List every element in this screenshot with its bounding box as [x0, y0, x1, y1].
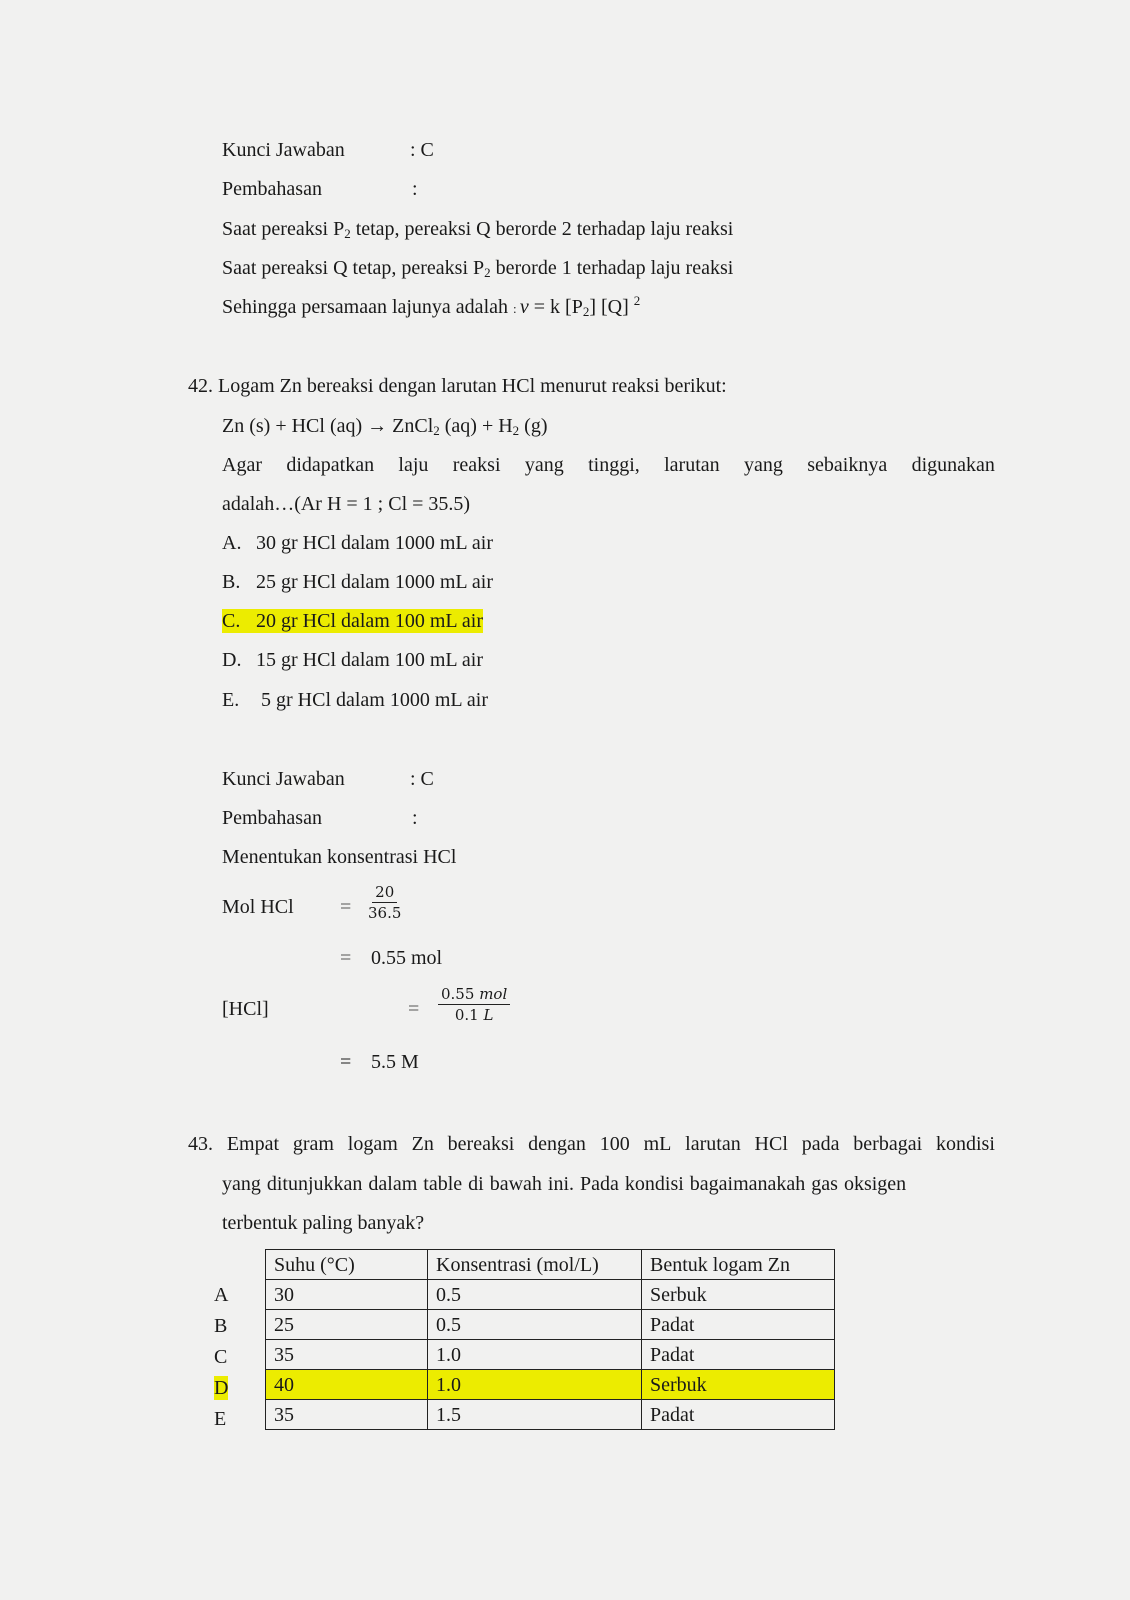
answer-key-label: Kunci Jawaban — [222, 139, 345, 161]
equals-sign: = — [340, 947, 352, 969]
table-row: 30 0.5 Serbuk — [266, 1280, 835, 1310]
header-cell: Bentuk logam Zn — [642, 1250, 835, 1280]
discussion-colon: : — [412, 178, 418, 200]
question-42-stem: 42. Logam Zn bereaksi dengan larutan HCl menurut reaksi berikut: — [188, 375, 727, 397]
question-43-stem: 43. Empat gram logam Zn bereaksi dengan 100 mL larutan HCl pada berbagai kondisi — [188, 1133, 995, 1155]
header-cell: Konsentrasi (mol/L) — [428, 1250, 642, 1280]
question-42-text: Agar didapatkan laju reaksi yang tinggi, larutan yang sebaiknya digunakan — [222, 454, 995, 476]
discussion-row: Pembahasan : — [222, 807, 418, 829]
header-cell: Suhu (°C) — [266, 1250, 428, 1280]
question-43-text-2: yang ditunjukkan dalam table di bawah ini. Pada kondisi bagaimanakah gas oksigen — [222, 1173, 907, 1195]
rate-equation-line: Sehingga persamaan lajunya adalah : v = k $[P_2]$ [Q] $^2$ — [222, 293, 641, 319]
mol-fraction: $\frac{20}{36.5}$ — [368, 883, 402, 922]
answer-key-row: Kunci Jawaban : C — [222, 768, 434, 790]
option-d[interactable]: D. 15 gr HCl dalam 100 mL air — [222, 649, 483, 671]
row-label-d-highlighted[interactable]: D — [214, 1377, 229, 1399]
option-b[interactable]: B. 25 gr HCl dalam 1000 mL air — [222, 571, 493, 593]
row-label-c[interactable]: C — [214, 1346, 228, 1368]
mol-label: Mol HCl — [222, 896, 294, 918]
answer-key-row — [222, 138, 434, 162]
explanation-line: Saat pereaksi $P_2$ tetap, pereaksi Q berorde 2 terhadap laju reaksi — [222, 218, 734, 241]
row-label-a[interactable]: A — [214, 1284, 229, 1306]
discussion-label: Pembahasan — [222, 178, 322, 200]
concentration-fraction: 0.55 mol 0.1 L — [438, 984, 510, 1025]
option-a[interactable]: A. 30 gr HCl dalam 1000 mL air — [222, 532, 493, 554]
row-label-b[interactable]: B — [214, 1315, 228, 1337]
table-row: 25 0.5 Padat — [266, 1310, 835, 1340]
work-title: Menentukan konsentrasi HCl — [222, 846, 457, 868]
concentration-label: [HCl] — [222, 998, 269, 1020]
table-row: 35 1.0 Padat — [266, 1340, 835, 1370]
table-header-row — [266, 1250, 835, 1280]
conditions-table — [265, 1249, 835, 1430]
question-43-text-3: terbentuk paling banyak? — [222, 1212, 425, 1234]
row-label-e[interactable]: E — [214, 1408, 227, 1430]
answer-key-value: : C — [410, 139, 434, 161]
option-c-highlighted[interactable]: C. 20 gr HCl dalam 100 mL air — [222, 610, 483, 632]
option-e[interactable]: E. 5 gr HCl dalam 1000 mL air — [222, 689, 488, 711]
reaction-equation: Zn (s) + HCl (aq) → ZnCl$_2$ $(aq) + H_2$ (g) — [222, 415, 548, 438]
explanation-line: Saat pereaksi Q tetap, pereaksi $P_2$ berorde 1 terhadap laju reaksi — [222, 257, 734, 280]
equals-sign: = — [340, 1051, 352, 1073]
equals-sign: = — [340, 896, 352, 918]
question-42-text-2: adalah…(Ar H = 1 ; Cl = 35.5) — [222, 493, 471, 515]
discussion-row — [222, 177, 418, 201]
table-row-highlighted: 40 1.0 Serbuk — [266, 1370, 835, 1400]
mol-result: 0.55 mol — [371, 947, 443, 969]
table-row: 35 1.5 Padat — [266, 1400, 835, 1430]
equals-sign: = — [408, 998, 420, 1020]
concentration-result: 5.5 M — [371, 1051, 419, 1073]
